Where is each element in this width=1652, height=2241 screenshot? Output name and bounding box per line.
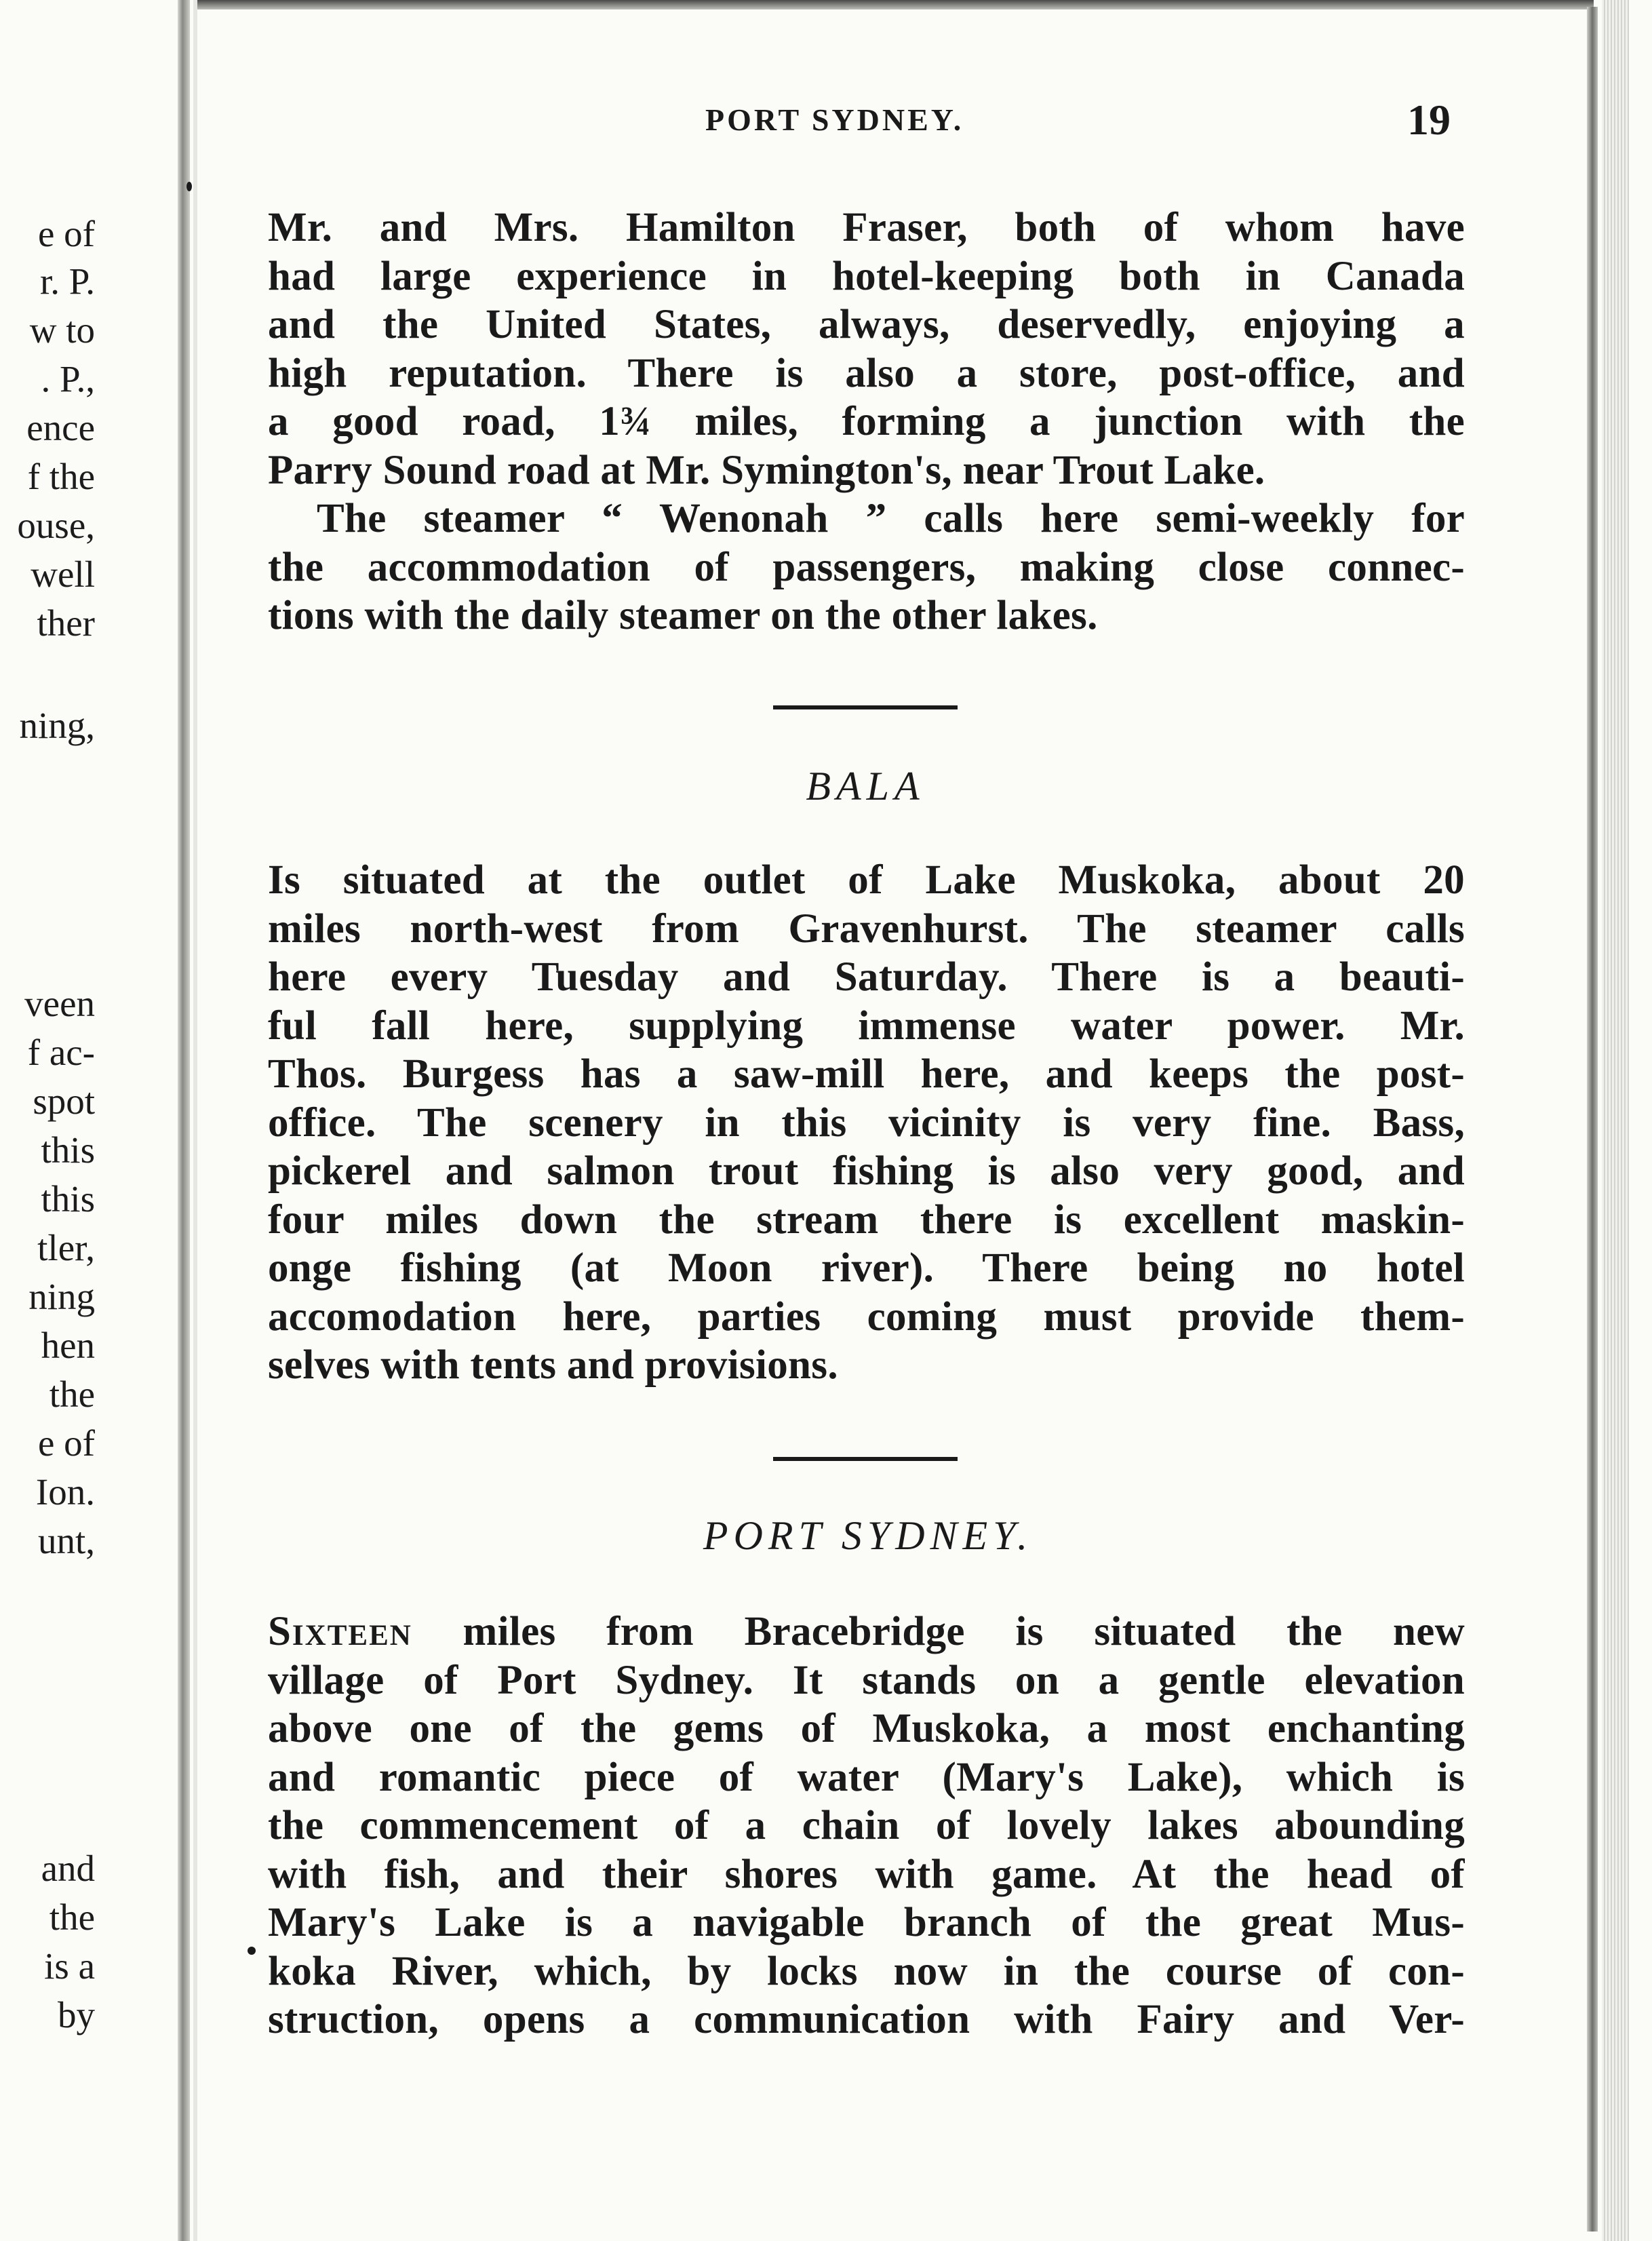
text-line: village of Port Sydney. It stands on a gentle elevation [268,1657,1465,1703]
left-fragment: is a [44,1945,95,1987]
text-line: had large experience in hotel-keeping both in Canada [268,253,1465,299]
port-sydney-paragraph [268,1607,1465,2044]
left-fragment: tler, [37,1227,95,1268]
binding-gutter-inner [193,0,197,2241]
left-fragment: veen [24,983,95,1024]
page-number: 19 [1407,96,1451,144]
text-line: miles north-west from Gravenhurst. The steamer calls [268,905,1465,952]
scan-mark [186,182,192,191]
left-fragment: this [41,1178,95,1220]
first-line-rest: miles from Bracebridge is situated the new [412,1609,1465,1654]
text-line: selves with tents and provisions. [268,1342,838,1388]
left-fragment: spot [33,1080,95,1122]
text-line: Mr. and Mrs. Hamilton Fraser, both of whom have [268,205,1465,250]
page-right-edge [1587,7,1598,2232]
text-line: a good road, 1¾ miles, forming a junction with the [268,399,1465,444]
bala-paragraph [268,856,1465,1390]
left-fragment: f the [27,456,95,497]
section-divider [773,1457,958,1461]
text-line: Is situated at the outlet of Lake Muskoka, about 20 [268,857,1465,903]
text-line: Mary's Lake is a navigable branch of the great Mus- [268,1900,1465,1945]
text-line: Parry Sound road at Mr. Symington's, near Trout Lake. [268,447,1265,493]
text-line [268,1607,1465,1656]
left-fragment: w to [29,309,95,351]
left-fragment: ther [37,602,95,644]
left-fragment: . P., [41,358,95,400]
text-line: accomodation here, parties coming must provide them- [268,1293,1465,1340]
left-fragment: unt, [37,1520,95,1561]
page-stack-edges [1602,0,1629,2241]
left-fragment: e of [38,213,95,254]
text-line: The steamer “ Wenonah ” calls here semi-weekly for [317,496,1465,541]
text-line: here every Tuesday and Saturday. There is a beauti- [268,954,1465,1000]
section-title-port-sydney: PORT SYDNEY. [703,1513,1034,1558]
text-line: four miles down the stream there is excellent maskin- [268,1196,1465,1243]
section-divider [773,705,958,709]
left-fragment: f ac- [27,1032,95,1073]
left-fragment: this [41,1129,95,1171]
text-line: onge fishing (at Moon river). There being no hotel [268,1245,1465,1291]
intro-paragraph [268,203,1465,640]
left-fragment: e of [38,1422,95,1464]
scan-mark [248,1947,256,1955]
section-title-bala: BALA [806,764,925,808]
running-header: PORT SYDNEY. [705,102,964,137]
text-line: struction, opens a communication with Fairy and Ver- [268,1997,1465,2042]
left-fragment: ence [26,407,95,448]
left-fragment: the [49,1373,95,1415]
page-top-edge [197,0,1594,9]
binding-gutter [178,0,190,2241]
left-fragment: ouse, [17,505,95,546]
text-line: and romantic piece of water (Mary's Lake), which is [268,1754,1465,1800]
text-line: and the United States, always, deservedly, enjoying a [268,302,1465,347]
text-line: office. The scenery in this vicinity is very fine. Bass, [268,1099,1465,1146]
text-line: pickerel and salmon trout fishing is also very good, and [268,1148,1465,1194]
drop-word: Sixteen [268,1609,412,1654]
left-fragment: the [49,1896,95,1938]
left-fragment: ning, [19,705,95,746]
text-line: koka River, which, by locks now in the course of con- [268,1948,1465,1994]
left-fragment: hen [41,1325,95,1366]
text-line: high reputation. There is also a store, post-office, and [268,350,1465,396]
text-line: the commencement of a chain of lovely lakes abounding [268,1803,1465,1848]
text-line: ful fall here, supplying immense water power. Mr. [268,1002,1465,1049]
text-line: tions with the daily steamer on the other lakes. [268,593,1098,638]
left-fragment: well [31,553,95,595]
left-fragment: by [58,1994,95,2035]
left-fragment: r. P. [39,260,95,302]
text-line: above one of the gems of Muskoka, a most enchanting [268,1706,1465,1751]
left-fragment: Ion. [35,1471,95,1513]
left-fragment: ning [28,1276,95,1317]
text-line: Thos. Burgess has a saw-mill here, and keeps the post- [268,1051,1465,1097]
text-line: with fish, and their shores with game. At the head of [268,1851,1465,1897]
left-fragment: and [41,1848,95,1889]
text-line: the accommodation of passengers, making close connec- [268,544,1465,590]
